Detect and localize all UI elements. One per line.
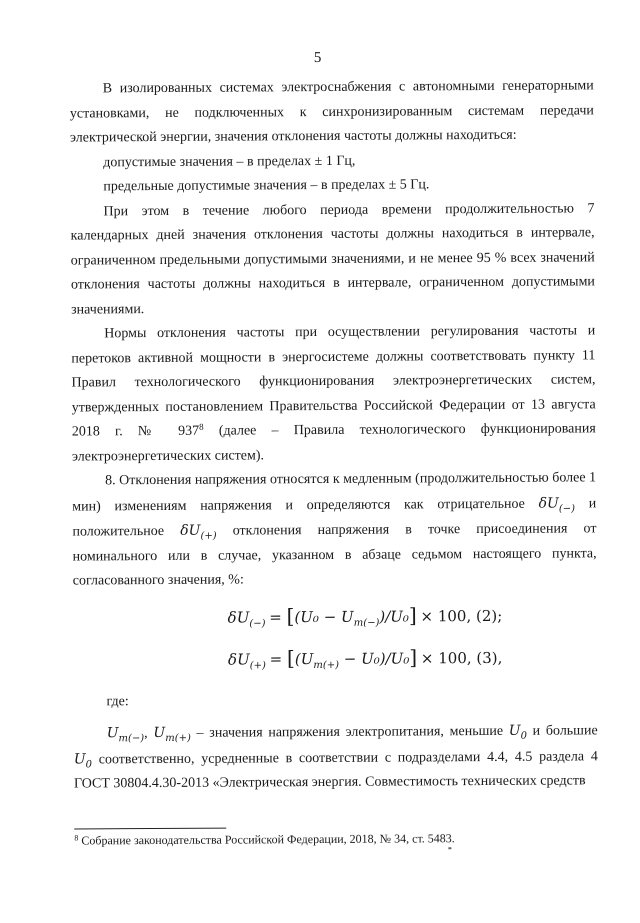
formula-2-label: , (2);	[466, 606, 503, 625]
u-zero-symbol-2: $U_0$	[73, 750, 93, 770]
paragraph-seven-days: При этом в течение любого периода времени продолжительностью 7 календарных дней значения отклонения частоты должны находиться в интервале, ограниченном предельными допустимыми значениями, и не менее 95 % всех значений отклонения частоты должны находиться в интервале, ограниченном допустимыми значениями.	[70, 200, 595, 318]
definitions-tail: соответственно, усредненные в соответствии с подразделами 4.4, 4.5 раздела 4 ГОСТ 30804.4.30-2013 «Электрическая энергия. Совместимость технических средств	[73, 748, 598, 792]
formula-2-multiplier: × 100	[420, 606, 467, 625]
formula-3: $\delta U_{(+)} = [(U_{m(+)} - U_0)/U_0] \times 100$, (3),	[227, 644, 503, 671]
paragraph-allowed-values: допустимые значения – в пределах ± 1 Гц,	[103, 153, 356, 170]
paragraph-isolated-systems: В изолированных системах электроснабжения с автономными генераторными установками, не подключенных к синхронизированным системам передачи электрической энергии, значения отклонения частоты должны находиться:	[69, 78, 594, 146]
paragraph-frequency-norms	[71, 319, 596, 469]
footnote-text: Собрание законодательства Российской Федерации, 2018, № 34, ст. 5483.	[81, 831, 455, 848]
formula-3-label: , (3),	[466, 648, 503, 667]
document-body	[70, 74, 598, 797]
footnote-divider	[74, 828, 226, 830]
footnote-reference: 8	[199, 421, 204, 432]
u-m-positive-symbol: $U_{m(+)}$	[153, 724, 191, 744]
formula-3-lhs: $\delta U_{(+)}$	[227, 649, 266, 671]
delta-u-positive-symbol: $\delta U_{(+)}$	[180, 522, 217, 542]
formula-3-expression: $(U_{m(+)} - U_0)/U_0$	[294, 648, 410, 671]
formula-2: $\delta U_{(-)} = [(U_0 - U_{m(-)})/U_0] \times 100$, (2);	[227, 602, 503, 629]
definitions-and: и большие	[526, 723, 598, 739]
delta-u-negative-symbol: $\delta U_{(-)}$	[538, 495, 576, 515]
formula-2-expression: $(U_0 - U_{m(-)})/U_0$	[294, 606, 409, 629]
formula-3-multiplier: × 100	[420, 648, 467, 667]
definitions-text: – значения напряжения электропитания, меньшие	[190, 723, 509, 741]
formula-2-lhs: $\delta U_{(-)}$	[227, 607, 266, 629]
paragraph-limit-values: предельные допустимые значения – в пределах ± 5 Гц.	[103, 177, 430, 195]
scan-speck	[448, 847, 451, 849]
footnote	[74, 831, 455, 848]
paragraph-voltage-deviation	[72, 466, 597, 594]
voltage-deviation-and: и положительное	[72, 495, 597, 540]
footnote-mark: 8	[74, 833, 79, 843]
paragraph-where: где:	[106, 693, 129, 709]
voltage-deviation-tail: отклонения напряжения в точке присоединения от номинального или в случае, указанном в абзаце седьмом настоящего пункта, согласованного значения, %:	[72, 521, 597, 589]
frequency-norms-text: Нормы отклонения частоты при осуществлении регулирования частоты и перетоков активной мощности в энергосистеме должны соответствовать пункту 11 Правил технологического функционирования электроэнергетических систем, утвержденных постановлением Правительства Российской Федерации от 13 августа 2018 г. № 937	[71, 323, 596, 440]
paragraph-definitions: $U_{m(-)}$, $U_{m(+)}$ – значения напряжения электропитания, меньшие $U_0$ и большие $U_0$ соответственно, усредненные в соответствии с подразделами 4.4, 4.5 раздела 4 ГОСТ 30804.4.30-2013 «Электрическая энергия. Совместимость технических средств	[73, 722, 598, 792]
page-number: 5	[313, 49, 322, 67]
u-m-negative-symbol: $U_{m(-)}$	[106, 725, 145, 745]
voltage-deviation-text: 8. Отклонения напряжения относятся к медленным (продолжительностью более 1 мин) изменениям напряжения и определяются как отрицательное	[72, 470, 597, 515]
frequency-norms-tail: (далее – Правила технологического функционирования электроэнергетических систем).	[71, 421, 596, 465]
u-zero-symbol: $U_0$	[508, 722, 528, 742]
